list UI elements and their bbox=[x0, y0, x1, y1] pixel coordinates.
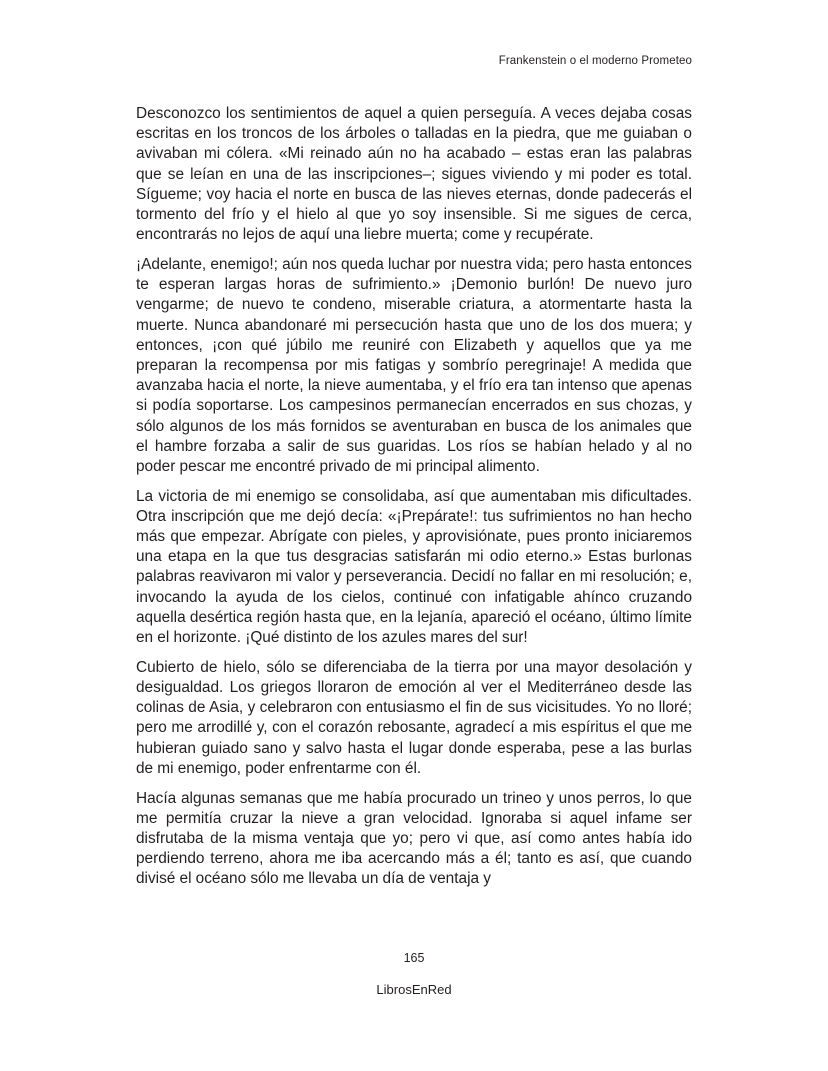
page-number: 165 bbox=[403, 951, 425, 965]
paragraph: Cubierto de hielo, sólo se diferenciaba de la tierra por una mayor desolación y desigualdad. Los griegos lloraron de emoción al ver el Mediterráneo desde las colinas de Asia, y celebraron con entusiasmo el fin de sus vicisitudes. Yo no lloré; pero me arrodillé y, con el corazón rebosante, agradecí a mis espíritus el que me hubieran guiado sano y salvo hasta el lugar donde esperaba, pese a las burlas de mi enemigo, poder enfrentarme con él. bbox=[136, 658, 692, 777]
publisher-imprint: LibrosEnRed bbox=[376, 982, 452, 997]
running-head: Frankenstein o el moderno Prometeo bbox=[498, 55, 692, 67]
paragraph: La victoria de mi enemigo se consolidaba, así que aumentaban mis dificultades. Otra inscripción que me dejó decía: «¡Prepárate!: tus sufrimientos no han hecho más que empezar. Abrígate con pieles, y aprovisiónate, pues pronto iniciaremos una etapa en la que tus desgracias satisfarán mi odio eterno.» Estas burlonas palabras reavivaron mi valor y perseverancia. Decidí no fallar en mi resolución; e, invocando la ayuda de los cielos, continué con infatigable ahínco cruzando aquella desértica región hasta que, en la lejanía, apareció el océano, último límite en el horizonte. ¡Qué distinto de los azules mares del sur! bbox=[136, 487, 692, 647]
body-text-block bbox=[136, 104, 692, 890]
paragraph: ¡Adelante, enemigo!; aún nos queda luchar por nuestra vida; pero hasta entonces te esperan largas horas de sufrimiento.» ¡Demonio burlón! De nuevo juro vengarme; de nuevo te condeno, miserable criatura, a atormentarte hasta la muerte. Nunca abandonaré mi persecución hasta que uno de los dos muera; y entonces, ¡con qué júbilo me reuniré con Elizabeth y aquellos que ya me preparan la recompensa por mis fatigas y sombrío peregrinaje! A medida que avanzaba hacia el norte, la nieve aumentaba, y el frío era tan intenso que apenas si podía soportarse. Los campesinos permanecían encerrados en sus chozas, y sólo algunos de los más fornidos se aventuraban en busca de los animales que el hambre forzaba a salir de sus guaridas. Los ríos se habían helado y al no poder pescar me encontré privado de mi principal alimento. bbox=[136, 255, 692, 475]
paragraph: Desconozco los sentimientos de aquel a quien perseguía. A veces dejaba cosas escritas en los troncos de los árboles o talladas en la piedra, que me guiaban o avivaban mi cólera. «Mi reinado aún no ha acabado – estas eran las palabras que se leían en una de las inscripciones–; sigues viviendo y mi poder es total. Sígueme; voy hacia el norte en busca de las nieves eternas, donde padecerás el tormento del frío y el hielo al que yo soy insensible. Si me sigues de cerca, encontrarás no lejos de aquí una liebre muerta; come y recupérate. bbox=[136, 105, 692, 244]
paragraph: Hacía algunas semanas que me había procurado un trineo y unos perros, lo que me permitía cruzar la nieve a gran velocidad. Ignoraba si aquel infame ser disfrutaba de la misma ventaja que yo; pero vi que, así como antes había ido perdiendo terreno, ahora me iba acercando más a él; tanto es así, que cuando divisé el océano sólo me llevaba un día de ventaja y bbox=[136, 789, 692, 888]
